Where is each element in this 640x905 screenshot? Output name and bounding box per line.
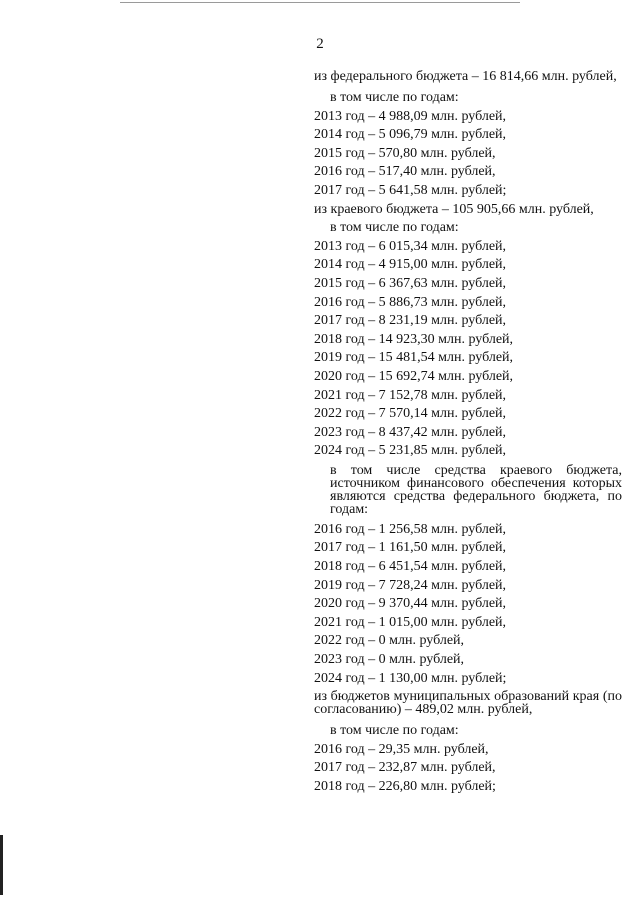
municipal-year-row: 2016 год – 29,35 млн. рублей, bbox=[314, 741, 489, 757]
regional-year-row: 2018 год – 14 923,30 млн. рублей, bbox=[314, 331, 514, 347]
federal-year-row: 2016 год – 517,40 млн. рублей, bbox=[314, 164, 496, 180]
regional-year-row: 2017 год – 8 231,19 млн. рублей, bbox=[314, 313, 507, 329]
federal-sourced-year-row: 2016 год – 1 256,58 млн. рублей, bbox=[314, 521, 507, 537]
federal-year-row: 2015 год – 570,80 млн. рублей, bbox=[314, 145, 496, 161]
federal-sourced-year-row: 2018 год – 6 451,54 млн. рублей, bbox=[314, 559, 507, 575]
federal-sourced-year-row: 2021 год – 1 015,00 млн. рублей, bbox=[314, 614, 507, 630]
federal-year-row: 2017 год – 5 641,58 млн. рублей; bbox=[314, 182, 507, 198]
regional-year-row: 2019 год – 15 481,54 млн. рублей, bbox=[314, 350, 514, 366]
federal-year-row: 2014 год – 5 096,79 млн. рублей, bbox=[314, 127, 507, 143]
federal-sourced-year-row: 2020 год – 9 370,44 млн. рублей, bbox=[314, 596, 507, 612]
regional-year-row: 2022 год – 7 570,14 млн. рублей, bbox=[314, 406, 507, 422]
federal-sourced-year-row: 2022 год – 0 млн. рублей, bbox=[314, 633, 465, 649]
regional-year-row: 2024 год – 5 231,85 млн. рублей, bbox=[314, 443, 507, 459]
regional-year-row: 2015 год – 6 367,63 млн. рублей, bbox=[314, 275, 507, 291]
federal-by-years-label: в том числе по годам: bbox=[330, 90, 459, 105]
municipal-year-row: 2017 год – 232,87 млн. рублей, bbox=[314, 760, 496, 776]
municipal-by-years-label: в том числе по годам: bbox=[330, 723, 459, 739]
top-scan-rule bbox=[120, 2, 520, 3]
federal-sourced-year-row: 2017 год – 1 161,50 млн. рублей, bbox=[314, 540, 507, 556]
federal-year-row: 2013 год – 4 988,09 млн. рублей, bbox=[314, 108, 507, 124]
regional-year-row: 2013 год – 6 015,34 млн. рублей, bbox=[314, 238, 507, 254]
municipal-budget-heading: из бюджетов муниципальных образований края (по согласованию) – 489,02 млн. рублей, bbox=[314, 689, 622, 718]
regional-year-row: 2021 год – 7 152,78 млн. рублей, bbox=[314, 387, 507, 403]
federal-sourced-year-row: 2019 год – 7 728,24 млн. рублей, bbox=[314, 577, 507, 593]
federal-sourced-year-row: 2024 год – 1 130,00 млн. рублей; bbox=[314, 670, 507, 686]
regional-year-row: 2014 год – 4 915,00 млн. рублей, bbox=[314, 257, 507, 273]
federal-budget-heading: из федерального бюджета – 16 814,66 млн. рублей, bbox=[314, 69, 617, 84]
municipal-year-row: 2018 год – 226,80 млн. рублей; bbox=[314, 779, 496, 794]
regional-budget-heading: из краевого бюджета – 105 905,66 млн. рублей, bbox=[314, 201, 594, 217]
regional-year-row: 2016 год – 5 886,73 млн. рублей, bbox=[314, 294, 507, 310]
budget-breakdown bbox=[314, 70, 622, 797]
page-number: 2 bbox=[316, 36, 324, 52]
federal-sourced-year-row: 2023 год – 0 млн. рублей, bbox=[314, 652, 465, 668]
regional-year-row: 2020 год – 15 692,74 млн. рублей, bbox=[314, 368, 514, 384]
federal-sourced-note: в том числе средства краевого бюджета, источником финансового обеспечения которых являются средства федерального бюджета, по годам: bbox=[330, 462, 622, 517]
regional-by-years-label: в том числе по годам: bbox=[330, 220, 459, 236]
regional-year-row: 2023 год – 8 437,42 млн. рублей, bbox=[314, 424, 507, 440]
left-scan-edge bbox=[0, 835, 3, 895]
